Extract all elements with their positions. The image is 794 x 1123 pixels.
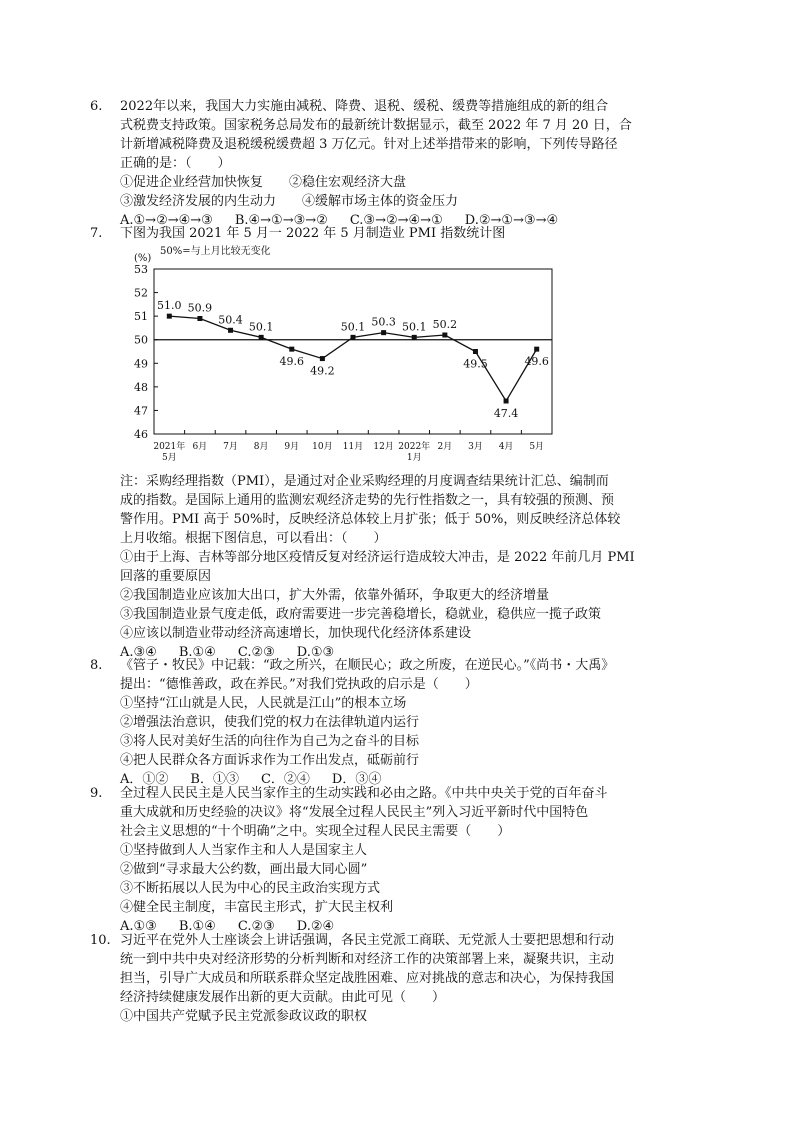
note-line: 注：采购经理指数（PMI），是通过对企业采购经理的月度调查结果统计汇总、编制而 (120, 474, 609, 489)
question-line: 社会主义思想的“十个明确”之中。实现全过程人民民主需要（ ） (120, 824, 511, 839)
data-point (320, 356, 325, 361)
x-tick-label: 11月 (342, 442, 364, 452)
question-line: 统一到中共中央对经济形势的分析判断和对经济工作的决策部署上来，凝聚共识，主动 (120, 952, 615, 967)
x-tick-label: 2021年 (153, 442, 186, 452)
note-line: 成的指数。是国际上通用的监测宏观经济走势的先行性指数之一，具有较强的预测、预 (120, 493, 615, 508)
question-line: 提出：“德惟善政，政在养民。”对我们党执政的启示是（ ） (120, 677, 478, 692)
choice-line: ②做到“寻求最大公约数，画出最大同心圆” (120, 862, 368, 877)
option-a[interactable]: A.③④ (120, 645, 157, 660)
data-point (351, 335, 356, 340)
x-tick-label: 3月 (468, 442, 483, 452)
question-line: 2022年以来，我国大力实施由减税、降费、退税、缓税、缓费等措施组成的新的组合 (120, 99, 609, 114)
x-tick-label: 6月 (192, 442, 208, 452)
choice-line: ②我国制造业应该加大出口，扩大外需，依靠外循环，争取更大的经济增量 (120, 588, 550, 603)
y-axis-label: (%) (134, 253, 152, 264)
question-title: 下图为我国 2021 年 5 月一 2022 年 5 月制造业 PMI 指数统计图 (120, 226, 506, 241)
x-tick-label: 2022年 (398, 442, 431, 452)
question-10 (90, 931, 680, 1026)
option-d[interactable]: D.②④ (296, 919, 335, 934)
choice-line: ①由于上海、吉林等部分地区疫情反复对经济运行造成较大冲击，是 2022 年前几月 PMI (120, 550, 635, 565)
option-d[interactable]: D.②→①→③→④ (464, 213, 559, 228)
data-point (534, 347, 539, 352)
x-tick-label: 9月 (284, 442, 300, 452)
question-line: 习近平在党外人士座谈会上讲话强调，各民主党派工商联、无党派人士要把思想和行动 (120, 933, 615, 948)
question-line: 式税费支持政策。国家税务总局发布的最新统计数据显示，截至 2022 年 7 月 20 日，合 (120, 118, 632, 133)
data-label: 49.2 (310, 364, 335, 378)
question-line: 经济持续健康发展作出新的更大贡献。由此可见（ ） (120, 990, 446, 1005)
question-line: 《管子・牧民》中记载：“政之所兴，在顺民心；政之所废，在逆民心。”《尚书・大禹》 (120, 658, 615, 673)
question-number: 6. (90, 99, 103, 114)
data-point (197, 316, 202, 321)
option-d[interactable]: D．③④ (331, 772, 382, 787)
question-line: 全过程人民民主是人民当家作主的生动实践和必由之路。《中共中央关于党的百年奋斗 (120, 786, 608, 801)
pmi-line-chart (130, 243, 560, 471)
y-tick-label: 48 (134, 380, 148, 394)
x-tick-label: 2月 (437, 442, 453, 452)
data-label: 50.1 (401, 320, 427, 334)
x-tick-label: 1月 (406, 453, 422, 463)
option-b[interactable]: B.①④ (178, 919, 216, 934)
x-tick-label: 10月 (312, 442, 333, 452)
option-b[interactable]: B.④→①→③→② (234, 213, 328, 228)
y-tick-label: 50 (134, 333, 148, 347)
question-7-notes (120, 472, 680, 662)
choice-line: ①坚持“江山就是人民，人民就是江山”的根本立场 (120, 696, 407, 711)
data-point (381, 330, 386, 335)
option-a[interactable]: A．①② (120, 772, 169, 787)
option-a[interactable]: A.①→②→④→③ (120, 213, 213, 228)
y-tick-label: 52 (134, 286, 148, 300)
choice-line: ③激发经济发展的内生动力 ④缓解市场主体的资金压力 (120, 194, 459, 209)
y-tick-label: 46 (134, 428, 148, 441)
question-6 (90, 97, 680, 230)
data-label: 50.1 (340, 320, 366, 334)
data-label: 47.4 (493, 407, 519, 420)
choice-line: ①坚持做到人人当家作主和人人是国家主人 (120, 843, 368, 858)
question-line: 正确的是：（ ） (120, 156, 231, 171)
question-number: 9. (90, 786, 103, 801)
pmi-data-points (157, 299, 549, 420)
choice-line: ①促进企业经营加快恢复 ②稳住宏观经济大盘 (120, 175, 407, 190)
x-tick-label: 5月 (529, 442, 545, 452)
choice-line: ④健全民主制度，丰富民主形式，扩大民主权利 (120, 900, 394, 915)
data-label: 50.2 (432, 318, 458, 331)
data-point (442, 333, 447, 338)
x-tick-label: 7月 (223, 442, 238, 452)
choice-line: ③我国制造业景气度走低，政府需要进一步完善稳增长，稳就业，稳供应一揽子政策 (120, 607, 602, 622)
data-point (473, 349, 478, 354)
option-c[interactable]: C.③→②→④→① (349, 213, 443, 228)
data-label: 51.0 (157, 299, 182, 313)
x-tick-label: 5月 (161, 453, 177, 463)
question-8 (90, 656, 680, 789)
y-tick-label: 47 (134, 404, 148, 418)
question-number: 8. (90, 658, 103, 673)
data-point (504, 399, 509, 404)
option-a[interactable]: A.①③ (120, 919, 157, 934)
option-d[interactable]: D.①③ (296, 645, 335, 660)
data-point (167, 314, 172, 319)
chart-title: 50%=与上月比较无变化 (160, 246, 271, 257)
note-line: 上月收缩。根据下图信息，可以看出：（ ） (120, 531, 387, 546)
question-number: 10. (90, 933, 111, 948)
x-axis-ticks (153, 430, 544, 463)
question-9 (90, 784, 680, 936)
y-tick-label: 49 (134, 357, 148, 371)
choice-line: ③不断拓展以人民为中心的民主政治实现方式 (120, 881, 381, 896)
data-label: 50.9 (187, 301, 213, 315)
data-label: 49.6 (279, 355, 305, 369)
x-tick-label: 12月 (373, 442, 394, 452)
question-7 (90, 224, 680, 243)
data-point (259, 335, 264, 340)
option-c[interactable]: C．②④ (260, 772, 310, 787)
choice-line: ④应该以制造业带动经济高速增长，加快现代化经济体系建设 (120, 626, 472, 641)
choice-line: ④把人民群众各方面诉求作为工作出发点，砥砺前行 (120, 753, 420, 768)
choice-line: ③将人民对美好生活的向往作为自己为之奋斗的目标 (120, 734, 420, 749)
data-point (289, 347, 294, 352)
question-line: 计新增减税降费及退税缓税缓费超 3 万亿元。针对上述举措带来的影响，下列传导路径 (120, 137, 618, 152)
question-line: 重大成就和历史经验的决议》将“发展全过程人民民主”列入习近平新时代中国特色 (120, 805, 589, 820)
data-label: 49.5 (463, 357, 488, 371)
y-tick-label: 53 (134, 263, 148, 276)
note-line: 警作用。PMI 高于 50%时，反映经济总体较上月扩张；低于 50%，则反映经济总体较 (120, 512, 621, 527)
plot-frame (154, 269, 552, 434)
y-tick-label: 51 (134, 310, 148, 324)
x-tick-label: 8月 (253, 442, 269, 452)
data-label: 50.1 (248, 320, 274, 334)
data-point (228, 328, 233, 333)
x-tick-label: 4月 (498, 442, 514, 452)
option-c[interactable]: C.②③ (237, 919, 275, 934)
data-label: 50.4 (218, 313, 243, 327)
choice-line: ②增强法治意识，使我们党的权力在法律轨道内运行 (120, 715, 420, 730)
option-b[interactable]: B.①④ (178, 645, 216, 660)
option-b[interactable]: B．①③ (190, 772, 239, 787)
option-c[interactable]: C.②③ (237, 645, 275, 660)
data-label: 50.3 (371, 315, 396, 329)
data-label: 49.6 (524, 355, 549, 369)
choice-line: 回落的重要原因 (120, 569, 212, 584)
question-number: 7. (90, 226, 103, 241)
question-line: 担当，引导广大成员和所联系群众坚定战胜困难、应对挑战的意志和决心，为保持我国 (120, 971, 615, 986)
choice-line: ①中国共产党赋予民主党派参政议政的职权 (120, 1009, 368, 1024)
data-point (412, 335, 417, 340)
